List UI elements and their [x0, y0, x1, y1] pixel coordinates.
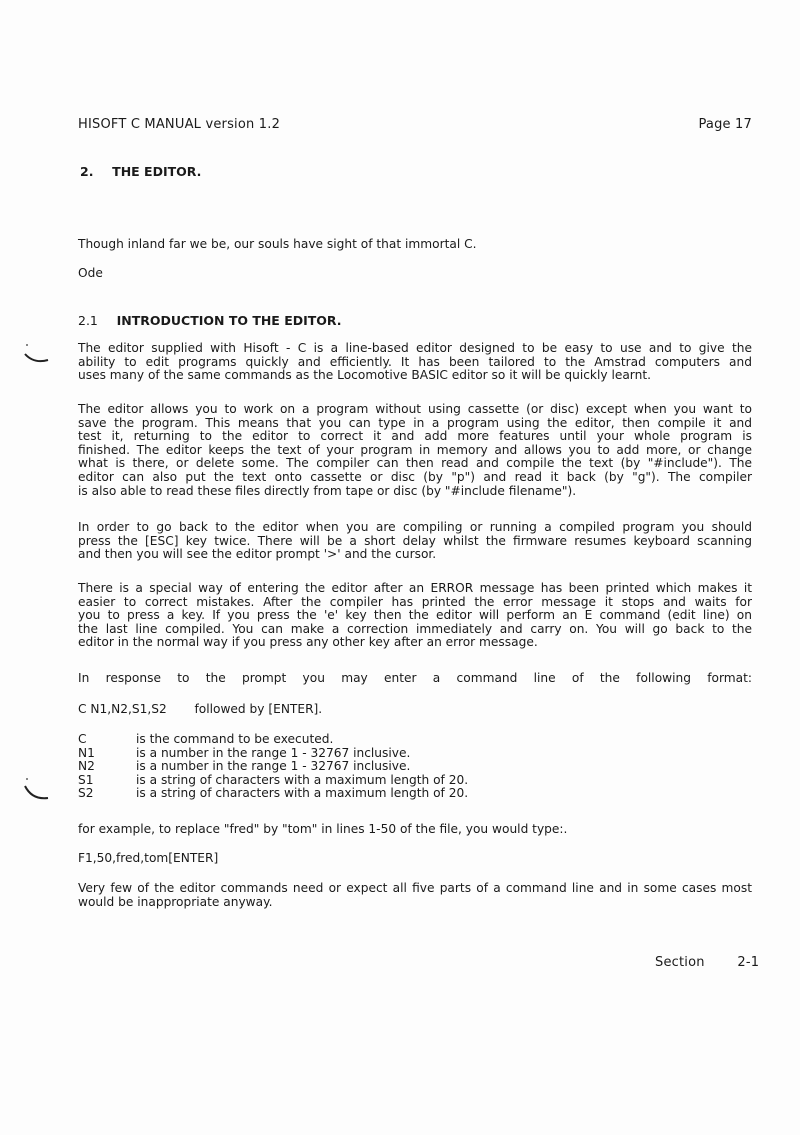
- definition-row: [78, 747, 468, 761]
- paragraph-return-to-editor: [78, 521, 752, 562]
- text-line: the last line compiled. You can make a correction immediately and carry on. You will go back to the: [78, 621, 752, 636]
- command-suffix: followed by [ENTER].: [194, 702, 323, 716]
- definition-term: S1: [78, 772, 94, 787]
- text-line: is also able to read these files directly from tape or disc (by "#include filename").: [78, 483, 577, 498]
- command-syntax: C N1,N2,S1,S2: [78, 702, 167, 716]
- text-line: uses many of the same commands as the Locomotive BASIC editor so it will be quickly learnt.: [78, 368, 651, 383]
- text-line: The editor allows you to work on a program without using cassette (or disc) except when you want to: [78, 402, 752, 416]
- text-line: In response to the prompt you may enter a command line of the following format:: [78, 671, 752, 685]
- section-heading: [78, 313, 342, 328]
- chapter-title: THE EDITOR.: [112, 164, 202, 179]
- definition-desc: is the command to be executed.: [136, 732, 334, 746]
- paragraph-error-entry: [78, 582, 752, 650]
- text-line: ability to edit programs quickly and efficiently. It has been tailored to the Amstrad computers and: [78, 354, 752, 369]
- text-line: easier to correct mistakes. After the compiler has printed the error message it stops and waits for: [78, 594, 752, 609]
- paragraph-command-line: [78, 672, 752, 686]
- definition-row: [78, 787, 468, 801]
- text-line: you to press a key. If you press the 'e' key then the editor will perform an E command (edit line) on: [78, 608, 752, 623]
- text-line: editor can also put the text onto cassette or disc (by "p") and read it back (by "g"). The compiler: [78, 469, 752, 484]
- text-line: test it, returning to the editor to correct it and add more features until your whole program is: [78, 429, 752, 444]
- definition-desc: is a number in the range 1 - 32767 inclusive.: [136, 745, 411, 760]
- definition-row: [78, 760, 468, 774]
- text-line: would be inappropriate anyway.: [78, 894, 273, 909]
- footer-section-number: 2-1: [737, 955, 760, 970]
- text-line: finished. The editor keeps the text of your program in memory and allows you to add more, or change: [78, 442, 752, 457]
- definition-row: [78, 774, 468, 788]
- definition-term: N2: [78, 759, 95, 774]
- manual-title: HISOFT C MANUAL version 1.2: [78, 117, 281, 132]
- definition-row: [78, 733, 468, 747]
- page-number: Page 17: [698, 117, 752, 132]
- text-line: Very few of the editor commands need or expect all five parts of a command line and in some cases most: [78, 881, 752, 895]
- text-line: In order to go back to the editor when you are compiling or running a compiled program you should: [78, 520, 752, 534]
- footer-section-label: Section: [655, 955, 705, 970]
- section-number: 2.1: [78, 313, 98, 328]
- example-intro: for example, to replace "fred" by "tom" in lines 1-50 of the file, you would type:.: [78, 822, 568, 836]
- paragraph-intro: [78, 342, 752, 383]
- text-line: save the program. This means that you can type in a program using the editor, then compile it and: [78, 415, 752, 430]
- command-format: [78, 702, 322, 716]
- definition-desc: is a number in the range 1 - 32767 inclusive.: [136, 759, 411, 774]
- chapter-number: 2.: [80, 164, 94, 179]
- text-line: The editor supplied with Hisoft - C is a line-based editor designed to be easy to use and to give the: [78, 341, 752, 355]
- margin-pen-mark: [20, 776, 52, 806]
- margin-pen-mark: [20, 340, 52, 370]
- paragraph-editor-usage: [78, 403, 752, 498]
- epigraph-attribution: Ode: [78, 266, 103, 280]
- section-title: INTRODUCTION TO THE EDITOR.: [116, 313, 342, 328]
- epigraph-quote: Though inland far we be, our souls have sight of that immortal C.: [78, 237, 477, 251]
- definition-list: [78, 733, 468, 801]
- definition-desc: is a string of characters with a maximum length of 20.: [136, 772, 469, 787]
- text-line: and then you will see the editor prompt '>' and the cursor.: [78, 547, 437, 562]
- definition-term: S2: [78, 786, 94, 801]
- definition-term: N1: [78, 745, 95, 760]
- text-line: There is a special way of entering the editor after an ERROR message has been printed which makes it: [78, 581, 752, 595]
- chapter-heading: [80, 164, 201, 179]
- text-line: editor in the normal way if you press any other key after an error message.: [78, 635, 538, 650]
- text-line: what is there, or delete some. The compiler can then read and compile the text (by "#include"). The: [78, 456, 752, 471]
- text-line: press the [ESC] key twice. There will be a short delay whilst the firmware resumes keyboard scanning: [78, 533, 752, 548]
- footer-section: [655, 955, 759, 970]
- example-command: F1,50,fred,tom[ENTER]: [78, 851, 219, 865]
- paragraph-closing: [78, 882, 752, 909]
- definition-term: C: [78, 732, 87, 746]
- definition-desc: is a string of characters with a maximum length of 20.: [136, 786, 469, 801]
